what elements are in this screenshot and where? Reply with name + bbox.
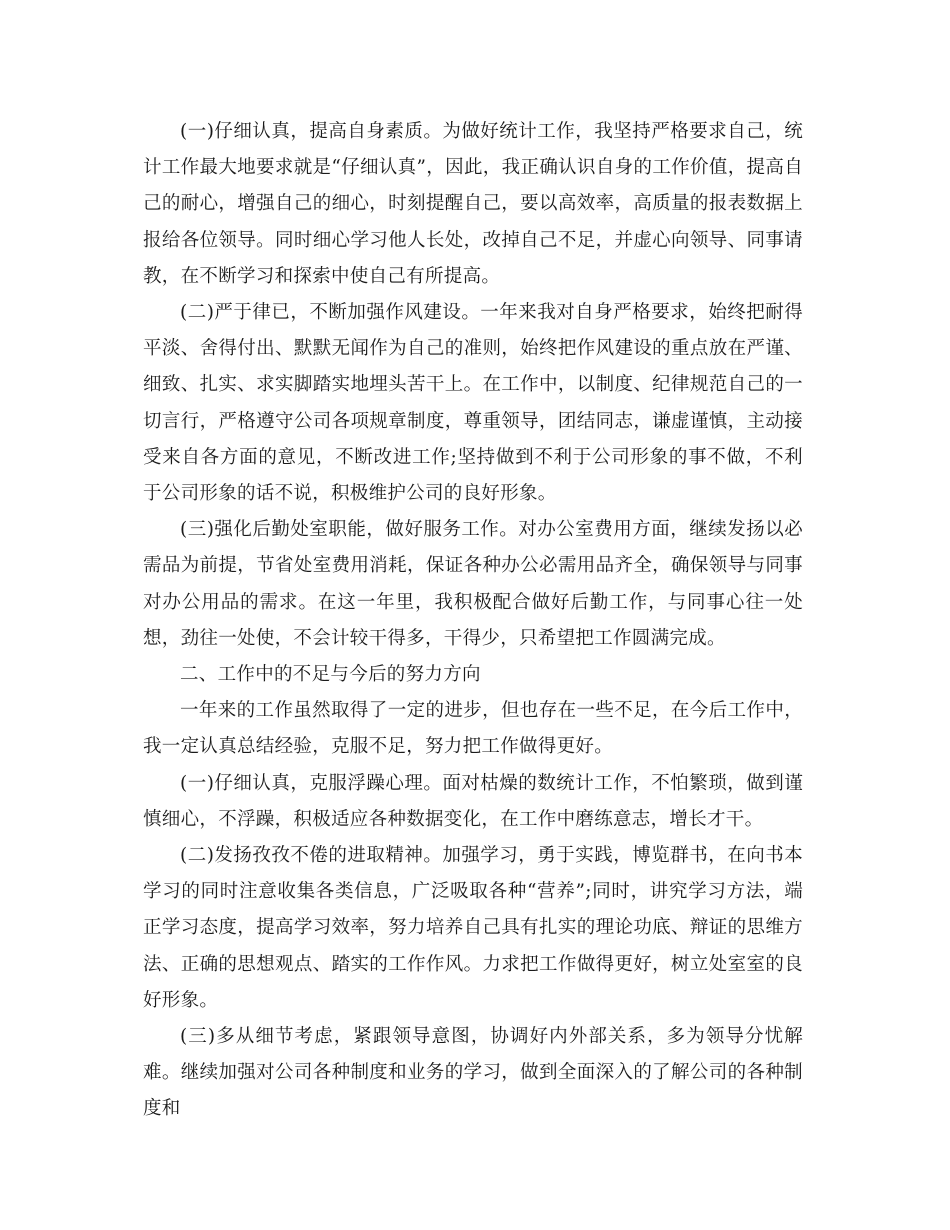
paragraph-enterprising-spirit: (二)发扬孜孜不倦的进取精神。加强学习，勇于实践，博览群书，在向书本学习的同时注意收集各类信息，广泛吸取各种“营养”;同时，讲究学习方法，端正学习态度，提高学习效率，努力培养自己具有扎实的理论功底、辩证的思维方法、正确的思想观点、踏实的工作作风。力求把工作做得更好，树立处室室的良好形象。 [143,845,803,1011]
section-heading-shortcomings: 二、工作中的不足与今后的努力方向 [180,664,481,686]
paragraph-summary-intro: 一年来的工作虽然取得了一定的进步，但也存在一些不足，在今后工作中，我一定认真总结经验，克服不足，努力把工作做得更好。 [143,700,803,758]
document-body [143,114,803,1128]
paragraph-logistics-service: (三)强化后勤处室职能，做好服务工作。对办公室费用方面，继续发扬以必需品为前提，节省处室费用消耗，保证各种办公必需用品齐全，确保领导与同事对办公用品的需求。在这一年里，我积极配合做好后勤工作，与同事心往一处想，劲往一处使，不会计较干得多，干得少，只希望把工作圆满完成。 [143,519,803,649]
paragraph-overcome-impatience: (一)仔细认真，克服浮躁心理。面对枯燥的数统计工作，不怕繁琐，做到谨慎细心，不浮躁，积极适应各种数据变化，在工作中磨练意志，增长才干。 [143,772,803,830]
paragraph-self-discipline: (二)严于律已，不断加强作风建设。一年来我对自身严格要求，始终把耐得平淡、舍得付出、默默无闻作为自己的准则，始终把作风建设的重点放在严谨、细致、扎实、求实脚踏实地埋头苦干上。在工作中，以制度、纪律规范自己的一切言行，严格遵守公司各项规章制度，尊重领导，团结同志，谦虚谨慎，主动接受来自各方面的意见，不断改进工作;坚持做到不利于公司形象的事不做，不利于公司形象的话不说，积极维护公司的良好形象。 [143,302,803,505]
paragraph-diligence: (一)仔细认真，提高自身素质。为做好统计工作，我坚持严格要求自己，统计工作最大地要求就是“仔细认真”，因此，我正确认识自身的工作价值，提高自己的耐心，增强自己的细心，时刻提醒自己，要以高效率，高质量的报表数据上报给各位领导。同时细心学习他人长处，改掉自己不足，并虚心向领导、同事请教，在不断学习和探索中使自己有所提高。 [143,121,803,287]
paragraph-attention-to-detail: (三)多从细节考虑，紧跟领导意图，协调好内外部关系，多为领导分忧解难。继续加强对公司各种制度和业务的学习，做到全面深入的了解公司的各种制度和 [143,1026,803,1120]
